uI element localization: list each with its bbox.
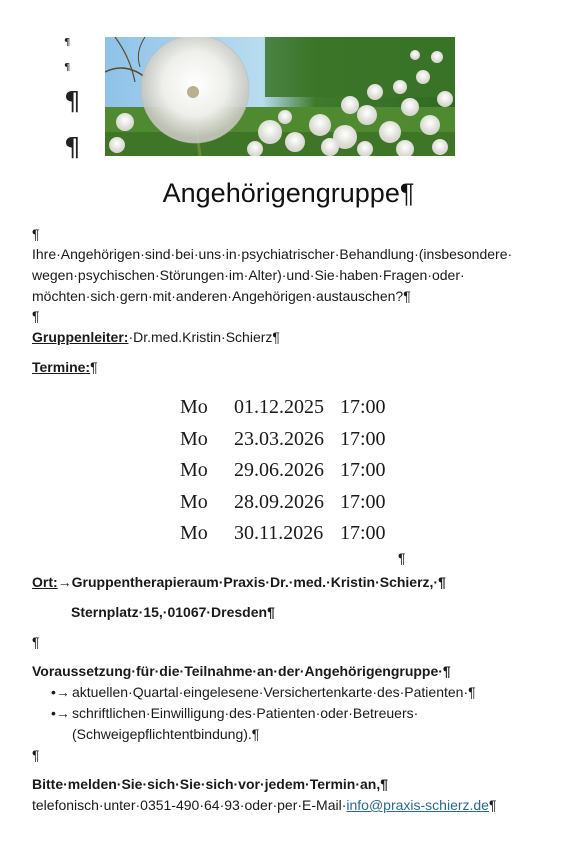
date-date: 28.09.2026	[234, 490, 324, 513]
email-link[interactable]: info@praxis-schierz.de	[346, 797, 489, 813]
date-day: Mo	[180, 396, 208, 418]
date-row	[180, 392, 386, 424]
empty-paragraph: ¶	[32, 747, 40, 763]
intro-paragraph	[32, 244, 512, 307]
list-item-text: aktuellen·Quartal·eingelesene·Versichertenkarte·des·Patienten·¶	[72, 684, 476, 700]
empty-paragraph: ¶	[32, 308, 40, 324]
requirements-list	[51, 682, 476, 745]
contact-heading: Bitte·melden·Sie·sich·Sie·sich·vor·jedem·Termin·an,¶	[32, 776, 389, 792]
date-time: 17:00	[340, 396, 386, 418]
empty-paragraph: ¶	[32, 226, 40, 242]
date-date: 29.06.2026	[234, 459, 324, 482]
pilcrow-mark: ¶	[64, 37, 71, 48]
intro-line: Ihre·Angehörigen·sind·bei·uns·in·psychiatrischer·Behandlung·(insbesondere·	[32, 246, 513, 262]
date-day: Mo	[180, 522, 208, 545]
group-leader-label: Gruppenleiter:	[32, 329, 129, 345]
dandelion-banner-image[interactable]	[105, 37, 455, 156]
date-time: 17:00	[340, 522, 386, 545]
bullet-mark: •→	[51, 705, 70, 721]
date-time: 17:00	[340, 490, 386, 513]
intro-line: möchten·sich·gern·mit·anderen·Angehörigen·austauschen?¶	[32, 288, 411, 304]
pilcrow-mark: ¶	[64, 62, 71, 73]
list-item-text: schriftlichen·Einwilligung·des·Patienten·oder·Betreuers·	[72, 705, 419, 721]
group-leader-line	[32, 327, 280, 348]
contact-suffix: ¶	[488, 797, 497, 813]
termine-label: Termine:	[32, 359, 91, 375]
intro-line: wegen·psychischen·Störungen·im·Alter)·und·Sie·haben·Fragen·oder·	[32, 267, 465, 283]
location-line	[32, 572, 446, 593]
date-date: 30.11.2026	[234, 522, 324, 545]
contact-line	[32, 795, 497, 816]
list-item	[51, 703, 476, 745]
date-row	[180, 455, 386, 487]
dates-table	[180, 392, 386, 550]
requirements-heading: Voraussetzung·für·die·Teilnahme·an·der·Angehörigengruppe·¶	[32, 663, 451, 679]
date-day: Mo	[180, 490, 208, 513]
empty-paragraph: ¶	[32, 634, 40, 650]
date-time: 17:00	[340, 427, 386, 450]
list-item	[51, 682, 476, 703]
termine-heading	[32, 357, 98, 378]
date-row	[180, 487, 386, 519]
page-title: Angehörigengruppe¶	[162, 178, 415, 208]
date-date: 23.03.2026	[234, 427, 324, 450]
date-row	[180, 518, 386, 550]
location-address-line1: →Gruppentherapieraum·Praxis·Dr.·med.·Kristin·Schierz,·¶	[57, 574, 446, 590]
list-item-text: (Schweigepflichtentbindung).¶	[72, 726, 260, 742]
contact-prefix: telefonisch·unter·0351-490·64·93·oder·per·E-Mail·	[32, 797, 347, 813]
group-leader-name: ·Dr.med.Kristin·Schierz¶	[128, 329, 280, 345]
location-label: Ort:	[32, 574, 58, 590]
date-row	[180, 424, 386, 456]
pilcrow-mark: ¶	[64, 87, 81, 117]
date-day: Mo	[180, 459, 208, 482]
empty-paragraph: ¶	[398, 550, 406, 566]
date-day: Mo	[180, 427, 208, 450]
date-time: 17:00	[340, 459, 386, 482]
location-address-line2: Sternplatz·15,·01067·Dresden¶	[71, 604, 275, 620]
bullet-mark: •→	[51, 684, 70, 700]
termine-mark: ¶	[90, 359, 98, 375]
date-date: 01.12.2025	[234, 396, 324, 418]
pilcrow-mark: ¶	[64, 133, 81, 163]
